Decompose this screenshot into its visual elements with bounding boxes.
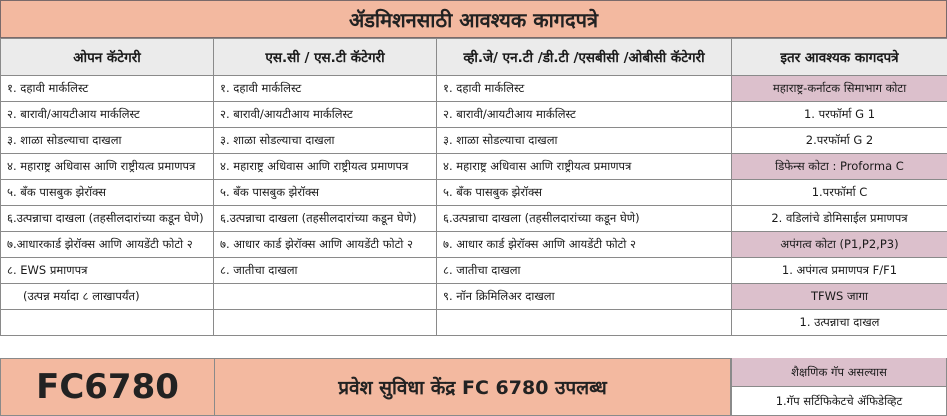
table-cell: ९. नॉन क्रिमिलिअर दाखला bbox=[437, 284, 732, 310]
table-cell: ४. महाराष्ट्र अधिवास आणि राष्ट्रीयत्व प्रमाणपत्र bbox=[437, 154, 732, 180]
table-cell: ८. जातीचा दाखला bbox=[437, 258, 732, 284]
table-cell: ५. बँक पासबुक झेरॉक्स bbox=[214, 180, 437, 206]
table-cell-highlight: महाराष्ट्र-कर्नाटक सिमाभाग कोटा bbox=[732, 76, 947, 102]
column-header-open: ओपन कॅटेगरी bbox=[1, 39, 214, 76]
table-row bbox=[1, 284, 947, 310]
table-cell: 1.परफॉर्मा C bbox=[732, 180, 947, 206]
header-row bbox=[1, 39, 947, 76]
table-row bbox=[1, 102, 947, 128]
table-row bbox=[1, 128, 947, 154]
table-cell: २. बारावी/आयटीआय मार्कलिस्ट bbox=[1, 102, 214, 128]
table-cell-highlight: अपंगत्व कोटा (P1,P2,P3) bbox=[732, 232, 947, 258]
table-row bbox=[1, 206, 947, 232]
center-tagline: प्रवेश सुविधा केंद्र FC 6780 उपलब्ध bbox=[338, 377, 607, 399]
table-cell: 1. अपंगत्व प्रमाणपत्र F/F1 bbox=[732, 258, 947, 284]
table-cell: ८. EWS प्रमाणपत्र bbox=[1, 258, 214, 284]
table-cell: ८. जातीचा दाखला bbox=[214, 258, 437, 284]
table-cell: ३. शाळा सोडल्याचा दाखला bbox=[437, 128, 732, 154]
table-row bbox=[1, 310, 947, 336]
table-cell: १. दहावी मार्कलिस्ट bbox=[437, 76, 732, 102]
gap-document: 1.गॅप सर्टिफिकेटचे ॲफिडेव्हिट bbox=[731, 387, 947, 416]
table-cell: ६.उत्पन्नाचा दाखला (तहसीलदारांच्या कडून घेणे) bbox=[1, 206, 214, 232]
table-cell: ५. बँक पासबुक झेरॉक्स bbox=[1, 180, 214, 206]
table-cell: ६.उत्पन्नाचा दाखला (तहसीलदारांच्या कडून घेणे) bbox=[214, 206, 437, 232]
table-cell: 2.परफॉर्मा G 2 bbox=[732, 128, 947, 154]
table-cell: 1. परफॉर्मा G 1 bbox=[732, 102, 947, 128]
table-cell: ३. शाळा सोडल्याचा दाखला bbox=[214, 128, 437, 154]
table-cell: २. बारावी/आयटीआय मार्कलिस्ट bbox=[214, 102, 437, 128]
table-row bbox=[1, 258, 947, 284]
footer-banner bbox=[0, 358, 731, 416]
table-cell-highlight: डिफेन्स कोटा : Proforma C bbox=[732, 154, 947, 180]
table-cell: ७. आधार कार्ड झेरॉक्स आणि आयडेंटी फोटो २ bbox=[437, 232, 732, 258]
table-cell-highlight: TFWS जागा bbox=[732, 284, 947, 310]
table-cell: (उत्पन्न मर्यादा ८ लाखापर्यंत) bbox=[1, 284, 214, 310]
table-row bbox=[1, 154, 947, 180]
table-cell: 2. वडिलांचे डोमिसाईल प्रमाणपत्र bbox=[732, 206, 947, 232]
table-cell bbox=[214, 310, 437, 336]
table-cell bbox=[437, 310, 732, 336]
table-cell: १. दहावी मार्कलिस्ट bbox=[214, 76, 437, 102]
table-cell: ४. महाराष्ट्र अधिवास आणि राष्ट्रीयत्व प्रमाणपत्र bbox=[214, 154, 437, 180]
table-cell bbox=[214, 284, 437, 310]
table-cell: ६.उत्पन्नाचा दाखला (तहसीलदारांच्या कडून घेणे) bbox=[437, 206, 732, 232]
sheet-title: ॲडमिशनसाठी आवश्यक कागदपत्रे bbox=[0, 0, 947, 38]
table-cell: 1. उत्पन्नाचा दाखल bbox=[732, 310, 947, 336]
table-cell: ४. महाराष्ट्र अधिवास आणि राष्ट्रीयत्व प्रमाणपत्र bbox=[1, 154, 214, 180]
table-row bbox=[1, 232, 947, 258]
gap-heading: शैक्षणिक गॅप असल्यास bbox=[731, 358, 947, 387]
table-cell: १. दहावी मार्कलिस्ट bbox=[1, 76, 214, 102]
table-row bbox=[1, 76, 947, 102]
column-header-sc-st: एस.सी / एस.टी कॅटेगरी bbox=[214, 39, 437, 76]
column-header-other: इतर आवश्यक कागदपत्रे bbox=[732, 39, 947, 76]
documents-table bbox=[0, 38, 947, 336]
table-cell: ५. बँक पासबुक झेरॉक्स bbox=[437, 180, 732, 206]
table-row bbox=[1, 180, 947, 206]
table-cell: ३. शाळा सोडल्याचा दाखला bbox=[1, 128, 214, 154]
table-cell: २. बारावी/आयटीआय मार्कलिस्ट bbox=[437, 102, 732, 128]
center-code: FC6780 bbox=[1, 359, 215, 415]
table-cell bbox=[1, 310, 214, 336]
footer-side-panel bbox=[731, 358, 947, 416]
table-cell: ७. आधार कार्ड झेरॉक्स आणि आयडेंटी फोटो २ bbox=[214, 232, 437, 258]
table-cell: ७.आधारकार्ड झेरॉक्स आणि आयडेंटी फोटो २ bbox=[1, 232, 214, 258]
column-header-vj-nt-obc: व्ही.जे/ एन.टी /डी.टी /एसबीसी /ओबीसी कॅटेगरी bbox=[437, 39, 732, 76]
